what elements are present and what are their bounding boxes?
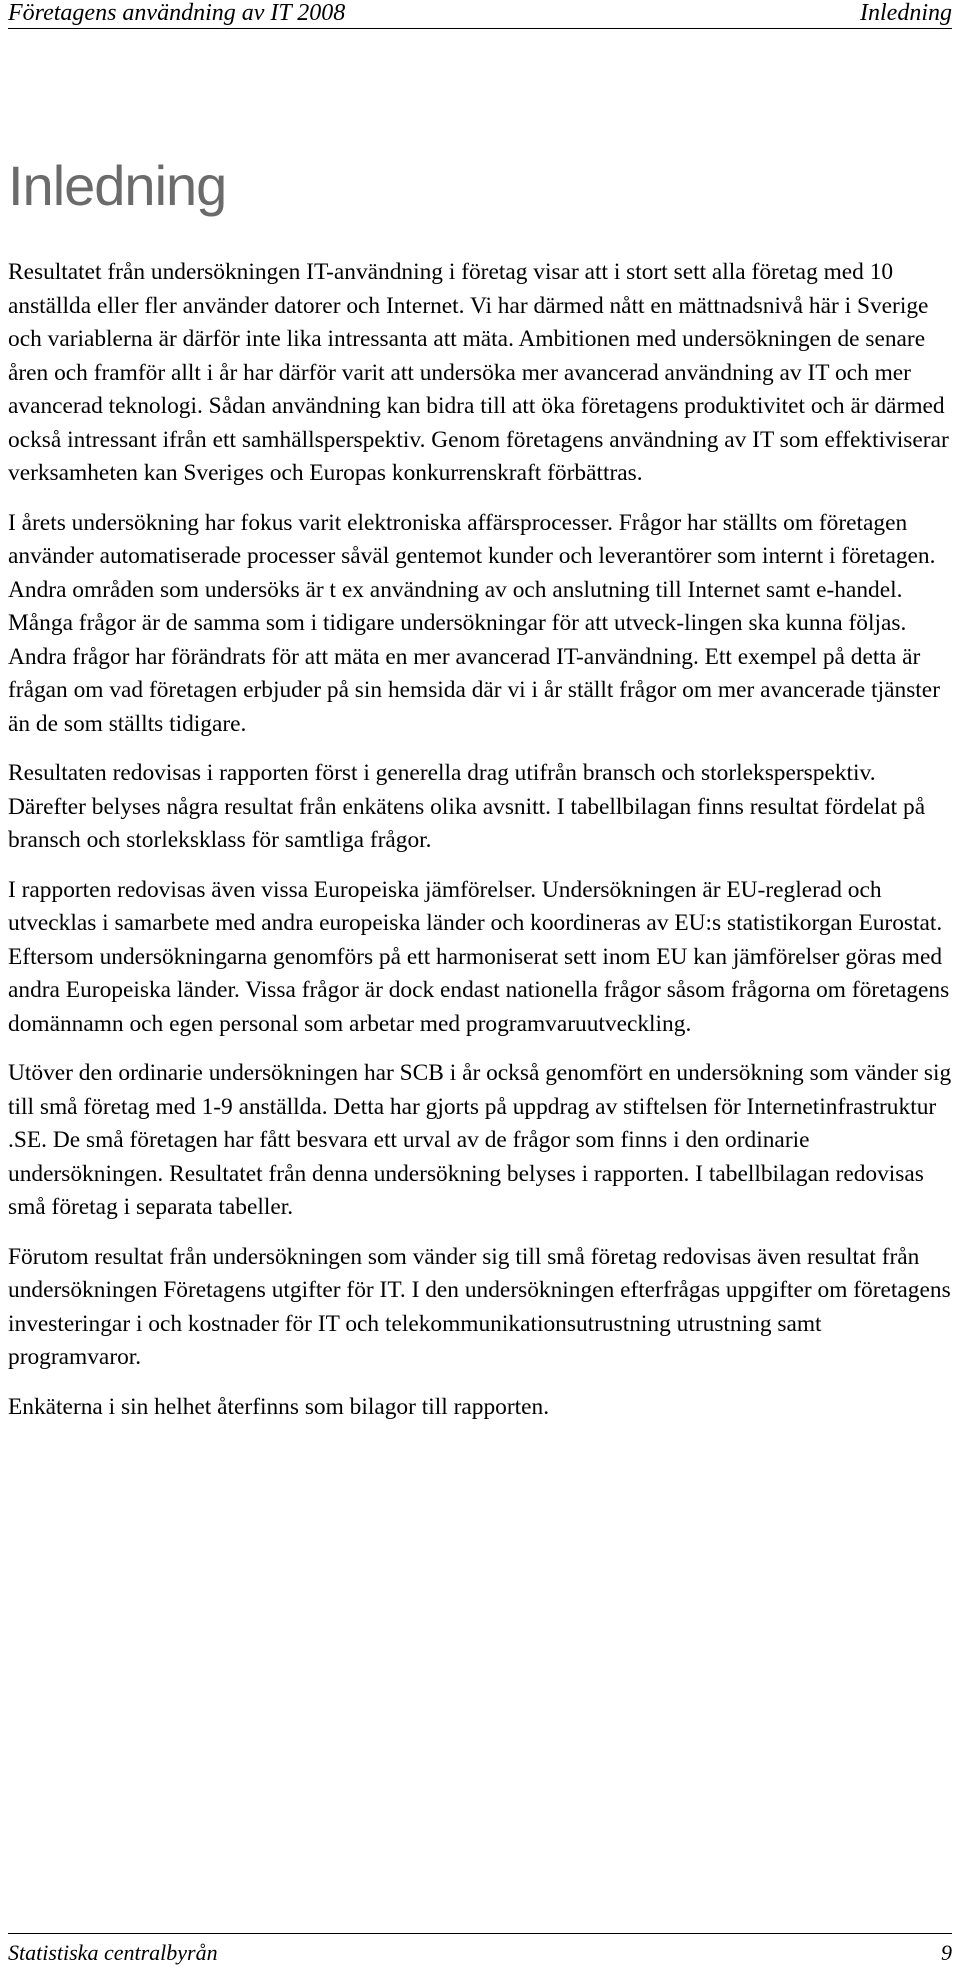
header-publication-title: Företagens användning av IT 2008 xyxy=(8,0,346,26)
header-section-title: Inledning xyxy=(860,0,952,26)
page-number: 9 xyxy=(941,1940,952,1965)
paragraph: Enkäterna i sin helhet återfinns som bilagor till rapporten. xyxy=(8,1393,550,1420)
paragraph: I rapporten redovisas även vissa Europeiska jämförelser. Undersökningen är EU-reglerad och utvecklas i samarbete med andra europeiska länder och koordineras av EU:s statistikorgan Eurostat. Eftersom undersökningarna genomförs på ett harmoniserat sett inom EU kan jämförelser göras med andra Europeiska länder. Vissa frågor är dock endast nationella frågor såsom frågorna om företagens domännamn och egen personal som arbetar med programvaruutveckling. xyxy=(8,876,950,1037)
running-header xyxy=(8,0,952,29)
paragraph: Utöver den ordinarie undersökningen har SCB i år också genomfört en undersökning som vänder sig till små företag med 1-9 anställda. Detta har gjorts på uppdrag av stiftelsen för Internetinfrastruktur .SE. De små företagen har fått besvara ett urval av de frågor som finns i den ordinarie undersökningen. Resultatet från denna undersökning belyses i rapporten. I tabellbilagan redovisas små företag i separata tabeller. xyxy=(8,1060,952,1220)
footer-organization: Statistiska centralbyrån xyxy=(8,1940,218,1965)
paragraph: Resultaten redovisas i rapporten först i generella drag utifrån bransch och storleksperspektiv. Därefter belyses några resultat från enkätens olika avsnitt. I tabellbilagan finns resultat fördelat på bransch och storleksklass för samtliga frågor. xyxy=(8,760,926,853)
paragraph: Resultatet från undersökningen IT-användning i företag visar att i stort sett alla företag med 10 anställda eller fler använder datorer och Internet. Vi har därmed nått en mättnadsnivå här i Sverige och variablerna är därför inte lika intressanta att mäta. Ambitionen med undersökningen de senare åren och framför allt i år har därför varit att undersöka mer avancerad användning av IT och mer avancerad teknologi. Sådan användning kan bidra till att öka företagens produktivitet och är därmed också intressant ifrån ett samhällsperspektiv. Genom företagens användning av IT som effektiviserar verksamheten kan Sveriges och Europas konkurrenskraft förbättras. xyxy=(8,259,949,486)
body-text xyxy=(8,256,954,1440)
chapter-title: Inledning xyxy=(8,154,227,217)
running-footer xyxy=(8,1933,952,1966)
paragraph: I årets undersökning har fokus varit elektroniska affärsprocesser. Frågor har ställts om företagen använder automatiserade processer såväl gentemot kunder och leverantörer som internt i företagen. Andra områden som undersöks är t ex användning av och anslutning till Internet samt e-handel. Många frågor är de samma som i tidigare undersökningar för att utveck-lingen ska kunna följas. Andra frågor har förändrats för att mäta en mer avancerad IT-användning. Ett exempel på detta är frågan om vad företagen erbjuder på sin hemsida där vi i år ställt frågor om mer avancerade tjänster än de som ställts tidigare. xyxy=(8,509,940,737)
paragraph: Förutom resultat från undersökningen som vänder sig till små företag redovisas även resultat från undersökningen Företagens utgifter för IT. I den undersökningen efterfrågas uppgifter om företagens investeringar i och kostnader för IT och telekommunikationsutrustning utrustning samt programvaror. xyxy=(8,1243,951,1370)
